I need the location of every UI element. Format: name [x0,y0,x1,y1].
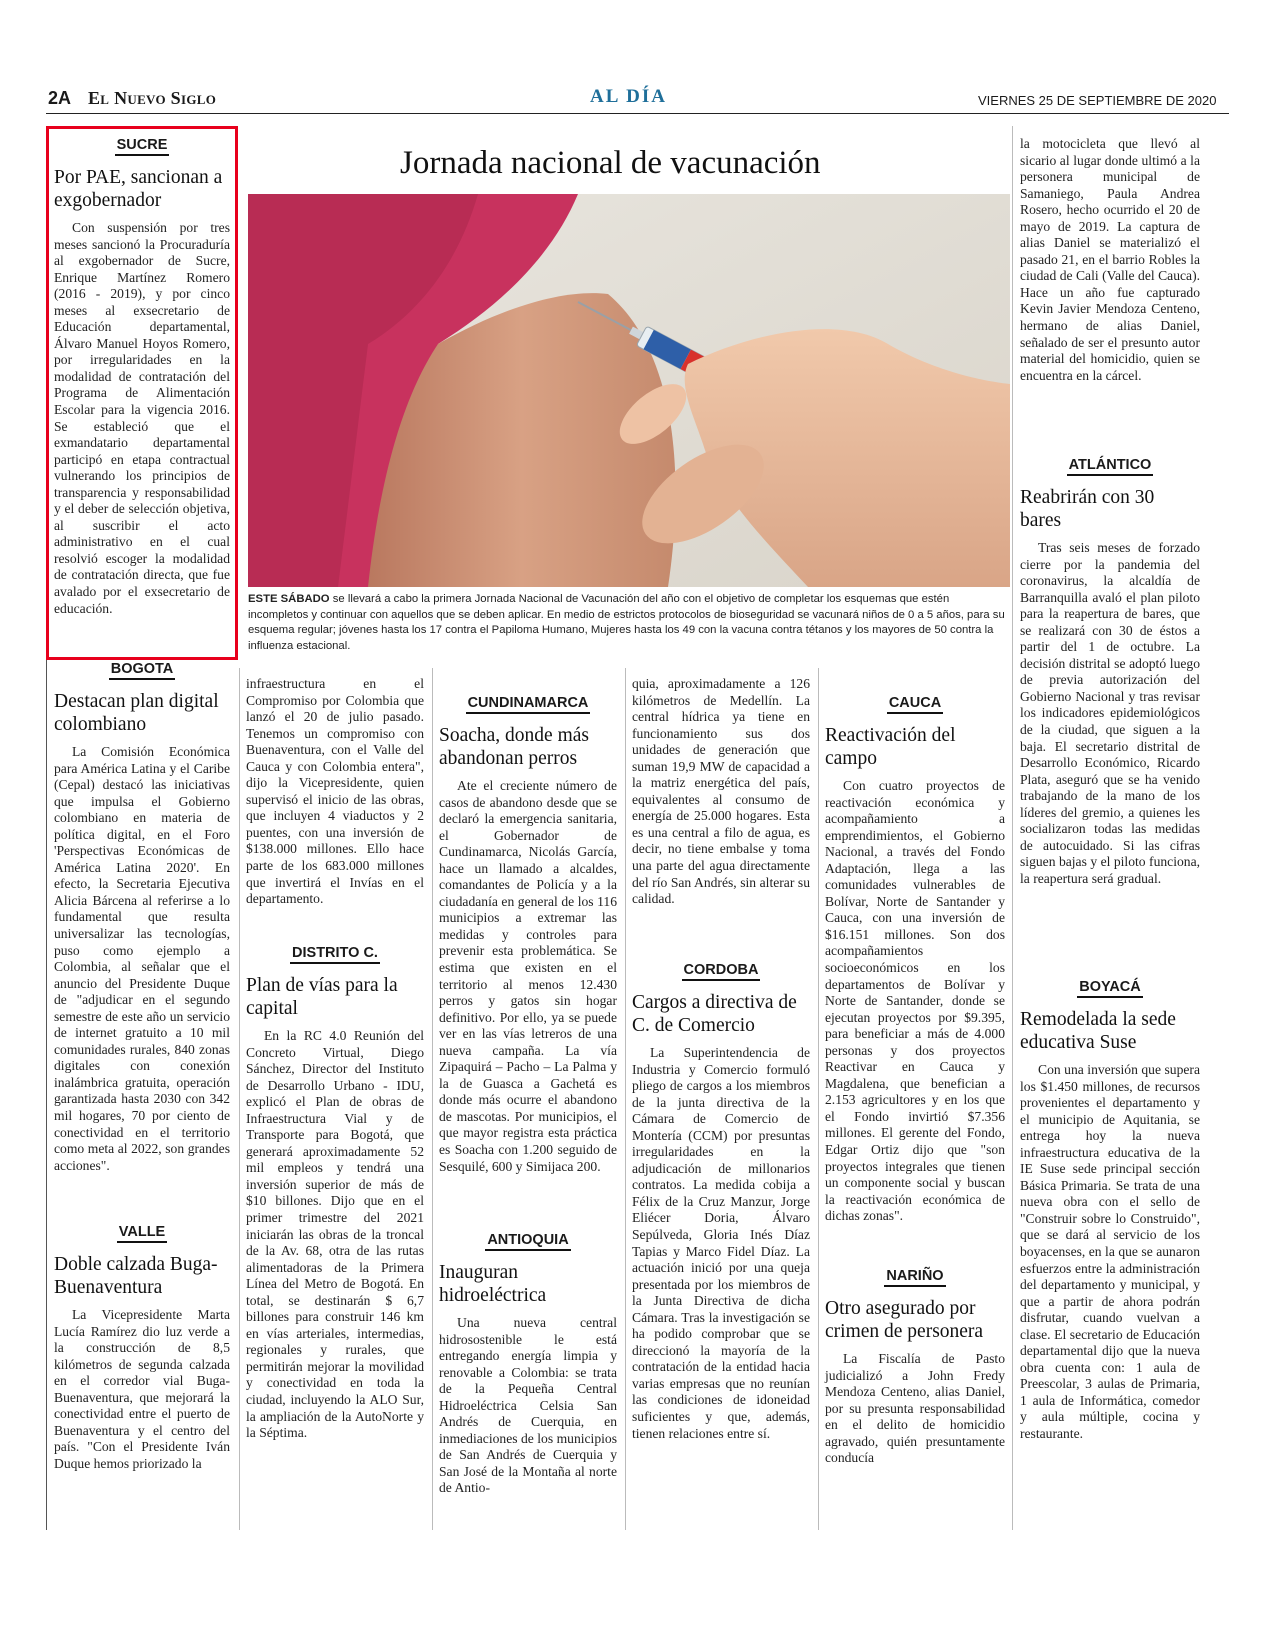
body-bogota: La Comisión Económica para América Latina y el Caribe (Cepal) destacó las iniciativas que impulsa el Gobierno colombiano en materia de política digital, en el Foro 'Perspectivas Económicas de América Latina 2020'. En efecto, la Secretaria Ejecutiva Alicia Bárcena al referirse a lo fundamental que resulta universalizar las tecnologías, puso como ejemplo a Colombia, al señalar que el anuncio del Presidente Duque de "adjudicar en el segundo semestre de este año un servicio de internet gratuito a 10 mil comunidades rurales, 840 zonas digitales con conexión inalámbrica gratuita, operación garantizada hasta 2030 con 342 mil hogares, 70 por ciento de conectividad en el territorio como meta al 2022, son grandes acciones". [54,744,230,1173]
body-distrito: En la RC 4.0 Reunión del Concreto Virtual, Diego Sánchez, Director del Instituto de Desarrollo Urbano - IDU, explicó el Plan de obras de Infraestructura Vial y de Transporte para Bogotá, que generará aproximadamente 52 mil empleos y tendrá una inversión superior de más de $10 billones. Dijo que en el primer trimestre del 2021 iniciarán las obras de la troncal de la Av. 68, otra de las rutas alimentadoras de la Primera Línea del Metro de Bogotá. En total, se destinarán $ 6,7 billones para construir 146 km en vías arteriales, intermedias, regionales y rurales, que permitirán mejorar la movilidad y conectividad en toda la ciudad, incluyendo la ALO Sur, la ampliación de la AutoNorte y la Séptima. [246,1028,424,1441]
headline-atlantico: Reabrirán con 30 bares [1020,487,1155,531]
kicker-sucre: SUCRE [115,136,170,156]
article-bogota [54,660,230,1174]
body-narino: La Fiscalía de Pasto judicializó a John Fredy Mendoza Centeno, alias Daniel, por su presunta responsabilidad en el delito de homicidio agravado, quién presuntamente conducía [825,1351,1005,1466]
body-boyaca: Con una inversión que supera los $1.450 millones, de recursos provenientes el departamento y el municipio de Aquitania, se entrega hoy la nueva infraestructura educativa de la IE Suse sede principal sección Básica Primaria. Se trata de una nueva obra con el sello de "Construir sobre lo Construido", que se dará al servicio de los boyacenses, en la que se aunaron esfuerzos entre la administración del departamento y municipal, y que a partir de ahora podrán disfrutar, cuando vuelvan a clase. El secretario de Educación departamental dijo que la nueva obra cuenta con: 1 aula de Preescolar, 3 aulas de Primaria, 1 aula de Informática, comedor y aula múltiple, cocina y restaurante. [1020,1062,1200,1442]
body-sucre: Con suspensión por tres meses sancionó la Procuraduría al exgobernador de Sucre, Enrique Martínez Romero (2016 - 2019), y por cinco meses al exsecretario de Educación departamental, Álvaro Manuel Hoyos Romero, por irregularidades en la modalidad de contratación del Programa de Alimentación Escolar para la vigencia 2016. Se estableció que el exmandatario departamental participó en etapa contractual vulnerando los principios de transparencia y responsabilidad y el deber de selección objetiva, al suscribir el acto administrativo en el cual resolvió escoger la modalidad de contratación directa, que fue avalado por el exsecretario de educación. [54,220,230,616]
body-atlantico: Tras seis meses de forzado cierre por la pandemia del coronavirus, la alcaldía de Barranquilla avaló el plan piloto para la reapertura de bares, que se realizará con 30 de éstos a partir del 1 de octubre. La decisión distrital se adoptó luego de previa autorización del Gobierno Nacional y tras revisar los indicadores epidemiológicos de la ciudad, que siguen a la baja. El secretario distrital de Desarrollo Económico, Ricardo Plata, aseguró que se ha venido trabajando de la mano de los líderes del gremio, a quienes les socializaron todas las medidas de autocuidado. Si las cifras siguen bajas y el piloto funciona, la reapertura será gradual. [1020,540,1200,886]
page-number: 2A [48,88,72,108]
caption-text: se llevará a cabo la primera Jornada Nacional de Vacunación del año con el objetivo de completar los esquemas que estén incompletos y continuar con aquellos que se deben aplicar. En medio de estrictos protocolos de bioseguridad se vacunará niños de 0 a 5 años, para su esquema regular; jóvenes hasta los 17 contra el Papiloma Humano, Mujeres hasta los 49 con la vacuna contra tétanos y los mayores de 50 contra la influenza estacional. [248,593,1005,652]
vaccination-photo [248,194,1010,587]
vaccination-photo-illustration [248,194,1010,587]
column-rule [818,668,819,1530]
headline-cauca: Reactivación del campo [825,725,956,769]
kicker-cordoba: CORDOBA [682,961,761,981]
headline-distrito: Plan de vías para la capital [246,975,398,1019]
article-narino-continued [1020,136,1200,384]
body-cundinamarca: Ate el creciente número de casos de abandono desde que se declaró la emergencia sanitaria, el Gobernador de Cundinamarca, Nicolás García, hace un llamado a alcaldes, comandantes de Policía y a la ciudadanía en general de los 116 municipios a extremar las medidas y controles para prevenir esta problemática. Se estima que existen en el territorio al menos 12.430 perros y gatos sin hogar definitivo. Por ello, ya se puede ver en las vías letreros de una nueva campaña. La vía Zipaquirá – Pacho – La Palma y la de Guasca a Gachetá es donde más ocurre el abandono de mascotas. Por municipios, el que mayor registra esta práctica es Soacha con 1.200 seguido de Sesquilé, 600 y Simijaca 200. [439,778,617,1174]
headline-antioquia: Inauguran hidroeléctrica [439,1262,547,1306]
headline-bogota: Destacan plan digital colombiano [54,691,219,735]
article-antioquia-continued [632,676,810,908]
headline-sucre: Por PAE, sancionan a exgobernador [54,167,223,211]
body-valle-continued: infraestructura en el Compromiso por Colombia que lanzó el 20 de julio pasado. Tenemos un compromiso con Buenaventura, con el Valle del Cauca y con Colombia entera", dijo la Vicepresidente, quien supervisó el inicio de las obras, que incluyen 4 viaductos y 2 puentes, con una inversión de $138.000 millones. Ello hace parte de los 683.000 millones que invertirá el Invías en el departamento. [246,676,424,907]
caption-lead: ESTE SÁBADO [248,593,330,605]
column-rule [432,668,433,1530]
newspaper-logo: El Nuevo Siglo [88,88,217,108]
kicker-narino: NARIÑO [884,1267,945,1287]
body-cauca: Con cuatro proyectos de reactivación económica y acompañamiento a emprendimientos, el Gobierno Nacional, a través del Fondo Adaptación, llega a las comunidades vulnerables de Bolívar, Norte de Santander y Cauca, con una inversión de $16.151 millones. Son dos acompañamientos socioeconómicos en los departamentos de Bolívar y Norte de Santander, donde se ejecutan proyectos por $9.395, para beneficiar a más de 4.000 personas y dos proyectos Reactivar en Cauca y Magdalena, que benefician a 2.153 agricultores y en los que el Fondo invirtió $7.356 millones. El gerente del Fondo, Edgar Ortiz dijo que "son proyectos integrales que tienen un componente social y buscan la reactivación económica de dichas zonas". [825,778,1005,1224]
kicker-cauca: CAUCA [887,694,943,714]
column-rule [239,668,240,1530]
article-sucre [54,136,230,617]
article-cundinamarca [439,694,617,1175]
kicker-bogota: BOGOTA [109,660,176,680]
kicker-cundinamarca: CUNDINAMARCA [466,694,591,714]
section-title: AL DÍA [590,86,667,107]
headline-boyaca: Remodelada la sede educativa Suse [1020,1009,1176,1053]
article-narino [825,1267,1005,1467]
kicker-atlantico: ATLÁNTICO [1067,456,1154,476]
article-cauca [825,694,1005,1225]
headline-cundinamarca: Soacha, donde más abandonan perros [439,725,590,769]
kicker-distrito: DISTRITO C. [290,944,380,964]
article-valle [54,1223,230,1472]
photo-caption [248,592,1010,654]
column-rule [46,660,47,1530]
kicker-antioquia: ANTIOQUIA [485,1231,570,1251]
body-valle: La Vicepresidente Marta Lucía Ramírez dio luz verde a la construcción de 8,5 kilómetros de segunda calzada en el corredor vial Buga-Buenaventura, que mejorará la conectividad entre el puerto de Buenaventura y el centro del país. "Con el Presidente Iván Duque hemos priorizado la [54,1307,230,1471]
headline-narino: Otro asegurado por crimen de personera [825,1298,984,1342]
body-cordoba: La Superintendencia de Industria y Comercio formuló pliego de cargos a los miembros de la junta directiva de la Cámara de Comercio de Montería (CCM) por presuntas irregularidades en la adjudicación de millonarios contratos. La medida cobija a Félix de la Cruz Manzur, Jorge Eliécer Doria, Álvaro Sepúlveda, Gloria Inés Díaz Tapias y Marco Fidel Díaz. La actuación inició por una queja presentada por los miembros de la Junta Directiva de dicha Cámara. Tras la investigación se ha podido comprobar que se direccionó la mayoría de la contratación de la entidad hacia varias empresas que no reunían las condiciones de idoneidad suficientes y que, además, tienen relaciones entre sí. [632,1045,810,1441]
article-boyaca [1020,978,1200,1443]
article-atlantico [1020,456,1200,887]
body-narino-continued: la motocicleta que llevó al sicario al lugar donde ultimó a la personera municipal de Samaniego, Paula Andrea Rosero, hecho ocurrido el 20 de mayo de 2019. La captura de alias Daniel se materializó el pasado 21, en el barrio Robles la ciudad de Cali (Valle del Cauca). Hace un año fue capturado Kevin Javier Mendoza Centeno, hermano de alias Daniel, señalado de ser el presunto autor material del homicidio, quien se encuentra en la cárcel. [1020,136,1200,383]
article-cordoba [632,961,810,1442]
article-valle-continued [246,676,424,908]
kicker-valle: VALLE [117,1223,167,1243]
kicker-boyaca: BOYACÁ [1077,978,1143,998]
column-rule [625,668,626,1530]
issue-date: VIERNES 25 DE SEPTIEMBRE DE 2020 [978,93,1217,108]
headline-valle: Doble calzada Buga-Buenaventura [54,1254,218,1298]
column-rule [1012,126,1013,1530]
header-rule [46,113,1229,114]
headline-cordoba: Cargos a directiva de C. de Comercio [632,992,797,1036]
article-antioquia [439,1231,617,1497]
body-antioquia-continued: quia, aproximadamente a 126 kilómetros de Medellín. La central hídrica ya tiene en funcionamiento sus dos unidades de generación que suman 19,9 MW de capacidad a la matriz energética del país, equivalentes al consumo de energía de 25.000 hogares. Esta es una central a filo de agua, es decir, no tiene embalse y toma una parte del agua directamente del río San Andrés, sin alterar su calidad. [632,676,810,907]
article-distrito [246,944,424,1442]
lead-title: Jornada nacional de vacunación [400,145,821,181]
body-antioquia: Una nueva central hidrosostenible le está entregando energía limpia y renovable a Colombia: se trata de la Pequeña Central Hidroeléctrica Celsia San Andrés de Cuerquia, en inmediaciones de los municipios de San Andrés de Cuerquia y San José de la Montaña al norte de Antio- [439,1315,617,1496]
